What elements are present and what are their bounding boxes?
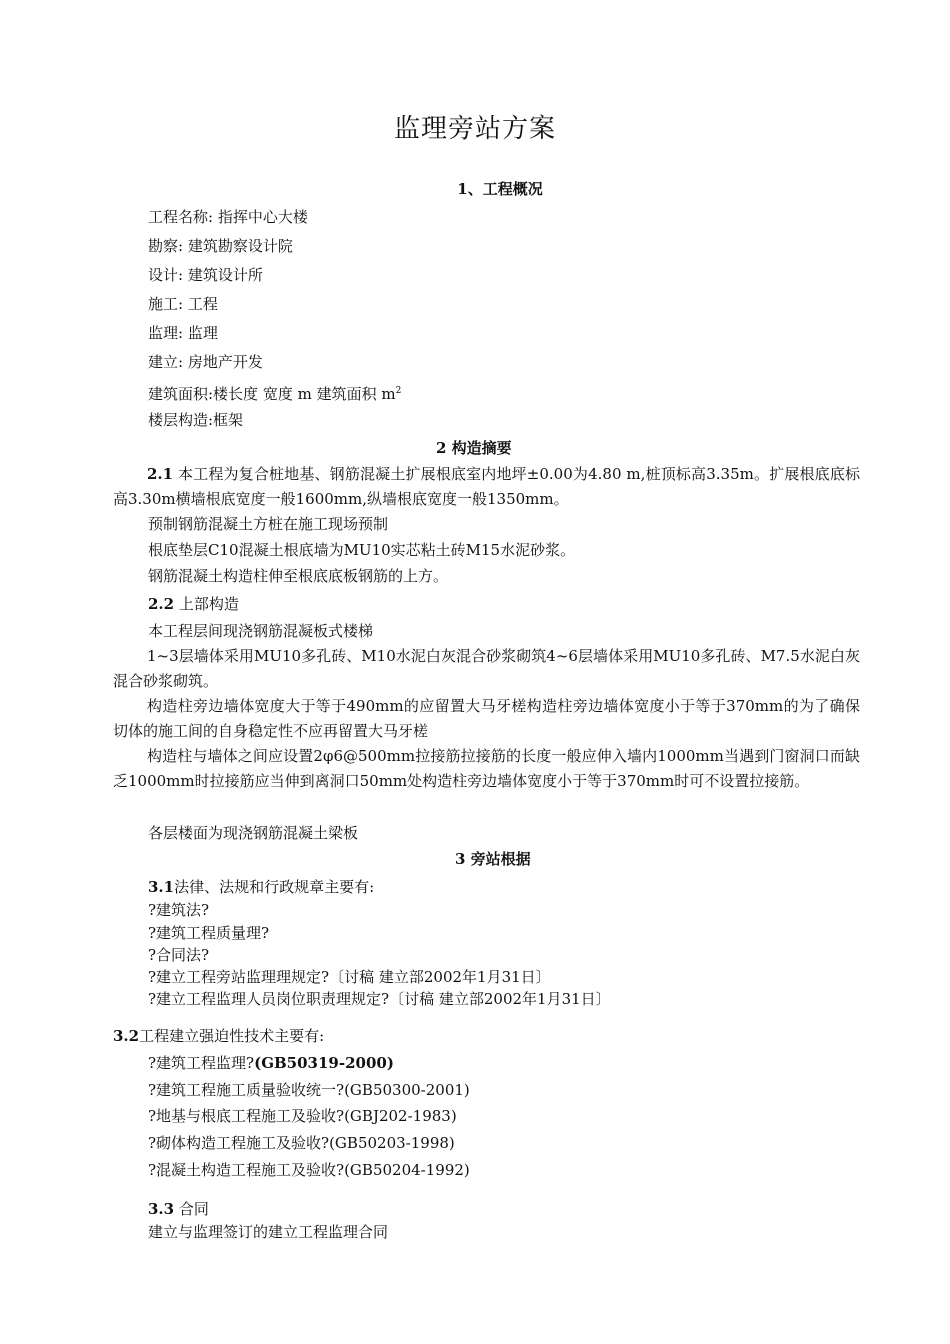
law-list-item: ?建立工程旁站监理理规定?〔讨稿 建立部2002年1月31日〕 [148, 968, 551, 986]
contract-line: 建立与监理签订的建立工程监理合同 [148, 1223, 389, 1241]
precast-pile-line: 预制钢筋混凝土方桩在施工现场预制 [148, 515, 389, 533]
law-list-item: ?建立工程监理人员岗位职责理规定?〔讨稿 建立部2002年1月31日〕 [148, 990, 611, 1008]
law-list-item: ?建筑法? [148, 901, 210, 919]
section-2-2-heading [148, 593, 239, 615]
law-list-item: ?合同法? [148, 946, 210, 964]
foundation-cushion-line: 根底垫层C10混凝土根底墙为MU10实芯粘土砖M15水泥砂浆。 [148, 541, 576, 559]
law-list-item: ?建筑工程质量理? [148, 924, 270, 942]
wall-masonry-paragraph: 1~3层墙体采用MU10多孔砖、M10水泥白灰混合砂浆砌筑4~6层墙体采用MU10多孔砖、M7.5水泥白灰混合砂浆砌筑。 [113, 647, 860, 690]
document-title: 监理旁站方案 [393, 114, 556, 144]
section-3-3-number: 3.3 [148, 1200, 175, 1218]
building-area-text: 建筑面积:楼长度 宽度 m 建筑面积 m [148, 385, 396, 403]
section-2-1-paragraph [113, 462, 860, 512]
standard-code: (GB50319-2000) [254, 1054, 394, 1072]
section-3-2-heading [113, 1025, 324, 1047]
building-area-row [148, 380, 401, 405]
section-2-2-number: 2.2 [148, 595, 175, 613]
tie-bar-paragraph: 构造柱与墙体之间应设置2φ6@500mm拉接筋拉接筋的长度一般应伸入墙内1000mm当遇到门窗洞口而缺乏1000mm时拉接筋应当伸到离洞口50mm处构造柱旁边墙体宽度小于等于370mm时可不设置拉接筋。 [113, 747, 860, 790]
project-name-row: 工程名称: 指挥中心大楼 [148, 208, 308, 226]
client-row: 建立: 房地产开发 [148, 353, 263, 371]
standard-list-item: ?混凝土构造工程施工及验收?(GB50204-1992) [148, 1161, 470, 1179]
section-3-1-heading [148, 876, 374, 898]
standard-list-item: ?建筑工程施工质量验收统一?(GB50300-2001) [148, 1081, 470, 1099]
section-3-3-heading [148, 1198, 209, 1220]
section-3-2-number: 3.2 [113, 1027, 140, 1045]
section-2-2-title: 上部构造 [174, 595, 239, 613]
standard-list-item [148, 1052, 394, 1074]
section-2-1-text: 本工程为复合桩地基、钢筋混凝土扩展根底室内地坪±0.00为4.80 m,桩顶标高3.35m。扩展根底底标高3.30m横墙根底宽度一般1600mm,纵墙根底宽度一般1350mm。 [113, 465, 860, 508]
toothed-joint-paragraph: 构造柱旁边墙体宽度大于等于490mm的应留置大马牙槎构造柱旁边墙体宽度小于等于370mm的为了确保切体的施工间的自身稳定性不应再留置大马牙槎 [113, 697, 860, 740]
survey-row: 勘察: 建筑勘察设计院 [148, 237, 293, 255]
section-3-2-title: 工程建立强迫性技术主要有: [139, 1027, 325, 1045]
supervision-row: 监理: 监理 [148, 324, 218, 342]
section-2-1-number: 2.1 [147, 465, 174, 483]
section-3-heading: 3 旁站根据 [455, 850, 531, 868]
staircase-line: 本工程层间现浇钢筋混凝板式楼梯 [148, 622, 374, 640]
construction-row: 施工: 工程 [148, 295, 218, 313]
standard-list-item: ?砌体构造工程施工及验收?(GB50203-1998) [148, 1134, 455, 1152]
standard-list-item: ?地基与根底工程施工及验收?(GBJ202-1983) [148, 1107, 457, 1125]
section-3-3-title: 合同 [174, 1200, 209, 1218]
structural-column-line: 钢筋混凝土构造柱伸至根底底板钢筋的上方。 [148, 567, 449, 585]
standard-name: ?建筑工程监理? [148, 1054, 255, 1072]
design-row: 设计: 建筑设计所 [148, 266, 263, 284]
section-1-heading: 1、工程概况 [457, 180, 543, 198]
floor-structure-row: 楼层构造:框架 [148, 411, 244, 429]
section-3-1-number: 3.1 [148, 878, 175, 896]
section-2-heading: 2 构造摘要 [436, 439, 512, 457]
floor-slab-line: 各层楼面为现浇钢筋混凝土梁板 [148, 824, 359, 842]
section-3-1-title: 法律、法规和行政规章主要有: [174, 878, 375, 896]
area-unit-superscript: 2 [395, 386, 402, 396]
